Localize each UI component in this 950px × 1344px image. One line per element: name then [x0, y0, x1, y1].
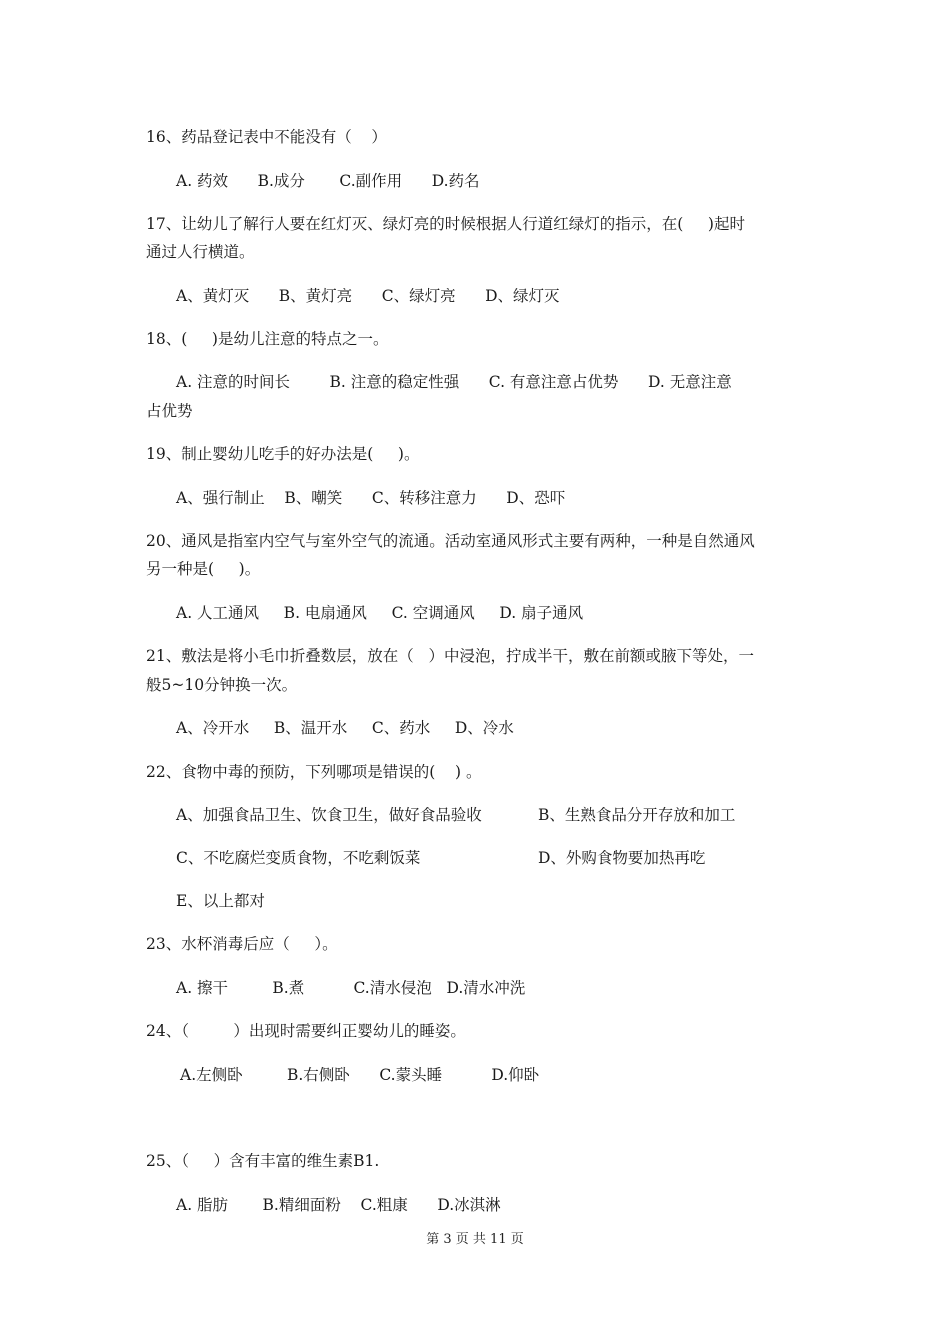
q24-stem: 24、（ ）出现时需要纠正婴幼儿的睡姿。 [146, 1022, 466, 1040]
q22-option-e: E、以上都对 [176, 892, 265, 910]
q19-stem: 19、制止婴幼儿吃手的好办法是( )。 [146, 445, 420, 463]
q22-option-c: C、不吃腐烂变质食物，不吃剩饭菜 [176, 849, 421, 867]
q23-stem: 23、水杯消毒后应（ ）。 [146, 935, 338, 953]
q18-options-cont: 占优势 [146, 402, 193, 420]
q18-options: A. 注意的时间长 B. 注意的稳定性强 C. 有意注意占优势 D. 无意注意 [176, 373, 732, 391]
q16-stem: 16、药品登记表中不能没有（ ） [146, 128, 387, 146]
q24-options: A.左侧卧 B.右侧卧 C.蒙头睡 D.仰卧 [180, 1066, 540, 1084]
q16-options: A. 药效 B.成分 C.副作用 D.药名 [176, 172, 480, 190]
q18-stem: 18、( )是幼儿注意的特点之一。 [146, 330, 389, 348]
q20-stem-line1: 20、通风是指室内空气与室外空气的流通。活动室通风形式主要有两种，一种是自然通风 [146, 532, 755, 550]
page-footer: 第 3 页 共 11 页 [426, 1232, 524, 1247]
q19-options: A、强行制止 B、嘲笑 C、转移注意力 D、恐吓 [176, 489, 566, 507]
q22-option-a: A、加强食品卫生、饮食卫生，做好食品验收 [176, 806, 482, 824]
q22-stem: 22、食物中毒的预防，下列哪项是错误的( ) 。 [146, 763, 482, 781]
q22-option-b: B、生熟食品分开存放和加工 [538, 806, 736, 824]
q20-stem-line2: 另一种是( )。 [146, 560, 261, 578]
q22-option-d: D、外购食物要加热再吃 [538, 849, 706, 867]
q17-options: A、黄灯灭 B、黄灯亮 C、绿灯亮 D、绿灯灭 [176, 287, 560, 305]
q21-stem-line1: 21、敷法是将小毛巾折叠数层，放在（ ）中浸泡，拧成半干，敷在前额或腋下等处，一 [146, 647, 755, 665]
q17-stem-line2: 通过人行横道。 [146, 243, 255, 261]
q23-options: A. 擦干 B.煮 C.清水侵泡 D.清水冲洗 [176, 979, 526, 997]
q17-stem-line1: 17、让幼儿了解行人要在红灯灭、绿灯亮的时候根据人行道红绿灯的指示，在( )起时 [146, 215, 745, 233]
q20-options: A. 人工通风 B. 电扇通风 C. 空调通风 D. 扇子通风 [176, 604, 584, 622]
q25-stem: 25、（ ）含有丰富的维生素B1. [146, 1152, 380, 1170]
q21-options: A、冷开水 B、温开水 C、药水 D、冷水 [176, 719, 514, 737]
q21-stem-line2: 般5~10分钟换一次。 [146, 676, 298, 694]
q25-options: A. 脂肪 B.精细面粉 C.粗康 D.冰淇淋 [176, 1196, 501, 1214]
